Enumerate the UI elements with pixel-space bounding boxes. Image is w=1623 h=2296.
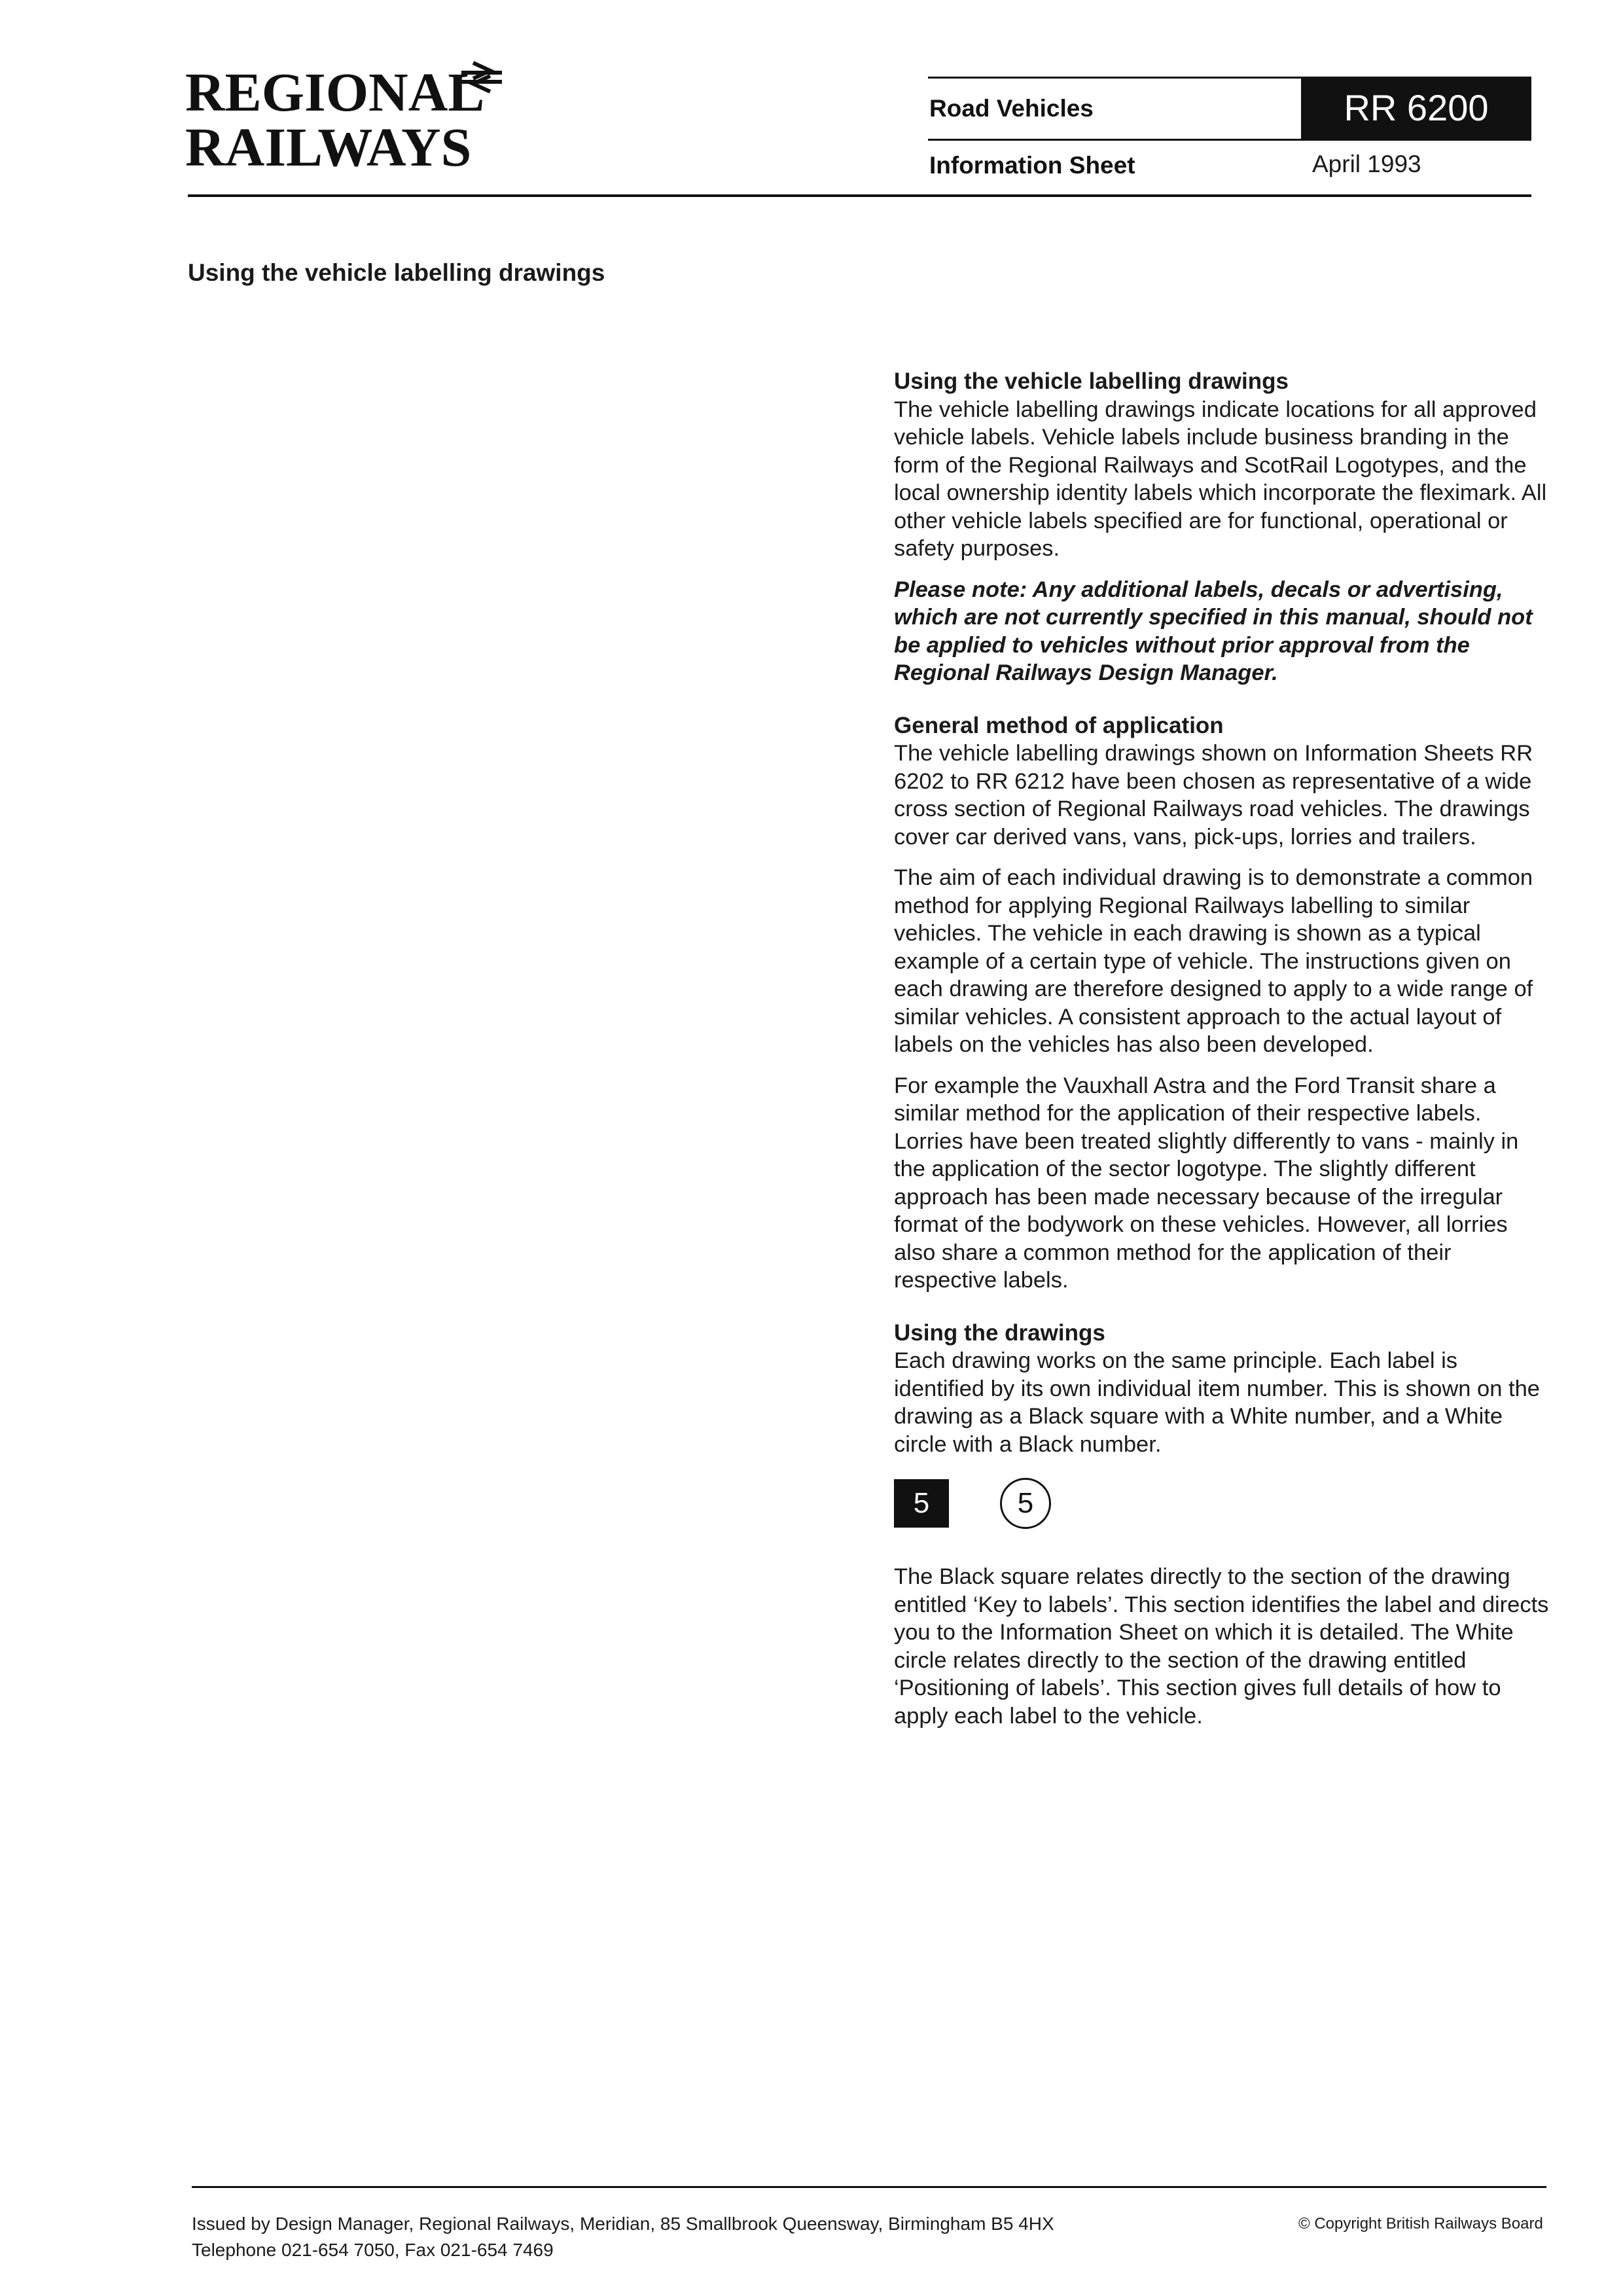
paragraph: The Black square relates directly to the section of the drawing entitled ‘Key to labels’. This section identifies the label and directs you to the Information Sheet on which it is detailed. The White circle relates directly to the section of the drawing entitled ‘Positioning of labels’. This section gives full details of how to apply each label to the vehicle. xyxy=(894,1564,1549,1729)
section-heading: Using the drawings xyxy=(894,1319,1105,1346)
section-heading: Using the vehicle labelling drawings xyxy=(894,368,1289,394)
section-heading: General method of application xyxy=(894,712,1224,738)
issue-date: April 1993 xyxy=(1312,151,1421,177)
paragraph: The vehicle labelling drawings indicate locations for all approved vehicle labels. Vehicle labels include business branding in the form of the Regional Railways and ScotRail Logotypes, and the local ownership identity labels which incorporate the fleximark. All other vehicle labels specified are for functional, operational or safety purposes. xyxy=(894,397,1547,561)
header-sheet-type: Information Sheet xyxy=(929,152,1135,179)
reference-number: RR 6200 xyxy=(1301,77,1531,139)
header-category: Road Vehicles xyxy=(929,95,1094,122)
paragraph: The vehicle labelling drawings shown on Information Sheets RR 6202 to RR 6212 have been chosen as representative of a wide cross section of Regional Railways road vehicles. The drawings cover car derived vans, vans, pick-ups, lorries and trailers. xyxy=(894,741,1533,850)
paragraph: The aim of each individual drawing is to demonstrate a common method for applying Regional Railways labelling to similar vehicles. The vehicle in each drawing is shown as a typical example of a certain type of vehicle. The instructions given on each drawing are therefore designed to apply to a wide range of similar vehicles. A consistent approach to the actual layout of labels on the vehicles has also been developed. xyxy=(894,865,1533,1057)
page-title: Using the vehicle labelling drawings xyxy=(188,259,605,286)
item-number-examples xyxy=(894,1478,1552,1529)
footer-contact xyxy=(192,2211,1054,2263)
footer-address: Issued by Design Manager, Regional Railways, Meridian, 85 Smallbrook Queensway, Birmingham B5 4HX xyxy=(192,2214,1054,2234)
footer-phone: Telephone 021-654 7050, Fax 021-654 7469 xyxy=(192,2240,554,2260)
header-top-rule xyxy=(928,77,1301,79)
header-middle-rule xyxy=(928,139,1531,141)
brand-line-1: REGIONAL xyxy=(185,62,485,123)
white-circle-item-marker: 5 xyxy=(1000,1478,1051,1529)
brand-line-2: RAILWAYS xyxy=(185,117,472,178)
footer-copyright: © Copyright British Railways Board xyxy=(1298,2215,1543,2233)
paragraph: For example the Vauxhall Astra and the Ford Transit share a similar method for the application of their respective labels. Lorries have been treated slightly differently to vans - mainly in the application of the sector logotype. The slightly different approach has been made necessary because of the irregular format of the bodywork on these vehicles. However, all lorries also share a common method for the application of their respective labels. xyxy=(894,1073,1519,1293)
section-using-labelling-drawings xyxy=(894,368,1552,687)
double-arrow-icon xyxy=(459,60,505,94)
paragraph: Each drawing works on the same principle. Each label is identified by its own individual item number. This is shown on the drawing as a Black square with a White number, and a White circle with a Black number. xyxy=(894,1348,1540,1457)
main-column xyxy=(894,368,1552,1755)
header-bottom-rule xyxy=(188,194,1531,197)
brand-logo xyxy=(185,62,552,178)
approval-note: Please note: Any additional labels, decals or advertising, which are not currently specified in this manual, should not be applied to vehicles without prior approval from the Regional Railways Design Manager. xyxy=(894,577,1533,685)
section-general-method xyxy=(894,712,1552,1295)
black-square-item-marker: 5 xyxy=(894,1479,949,1528)
footer-rule xyxy=(192,2186,1546,2188)
section-using-drawings xyxy=(894,1319,1552,1731)
